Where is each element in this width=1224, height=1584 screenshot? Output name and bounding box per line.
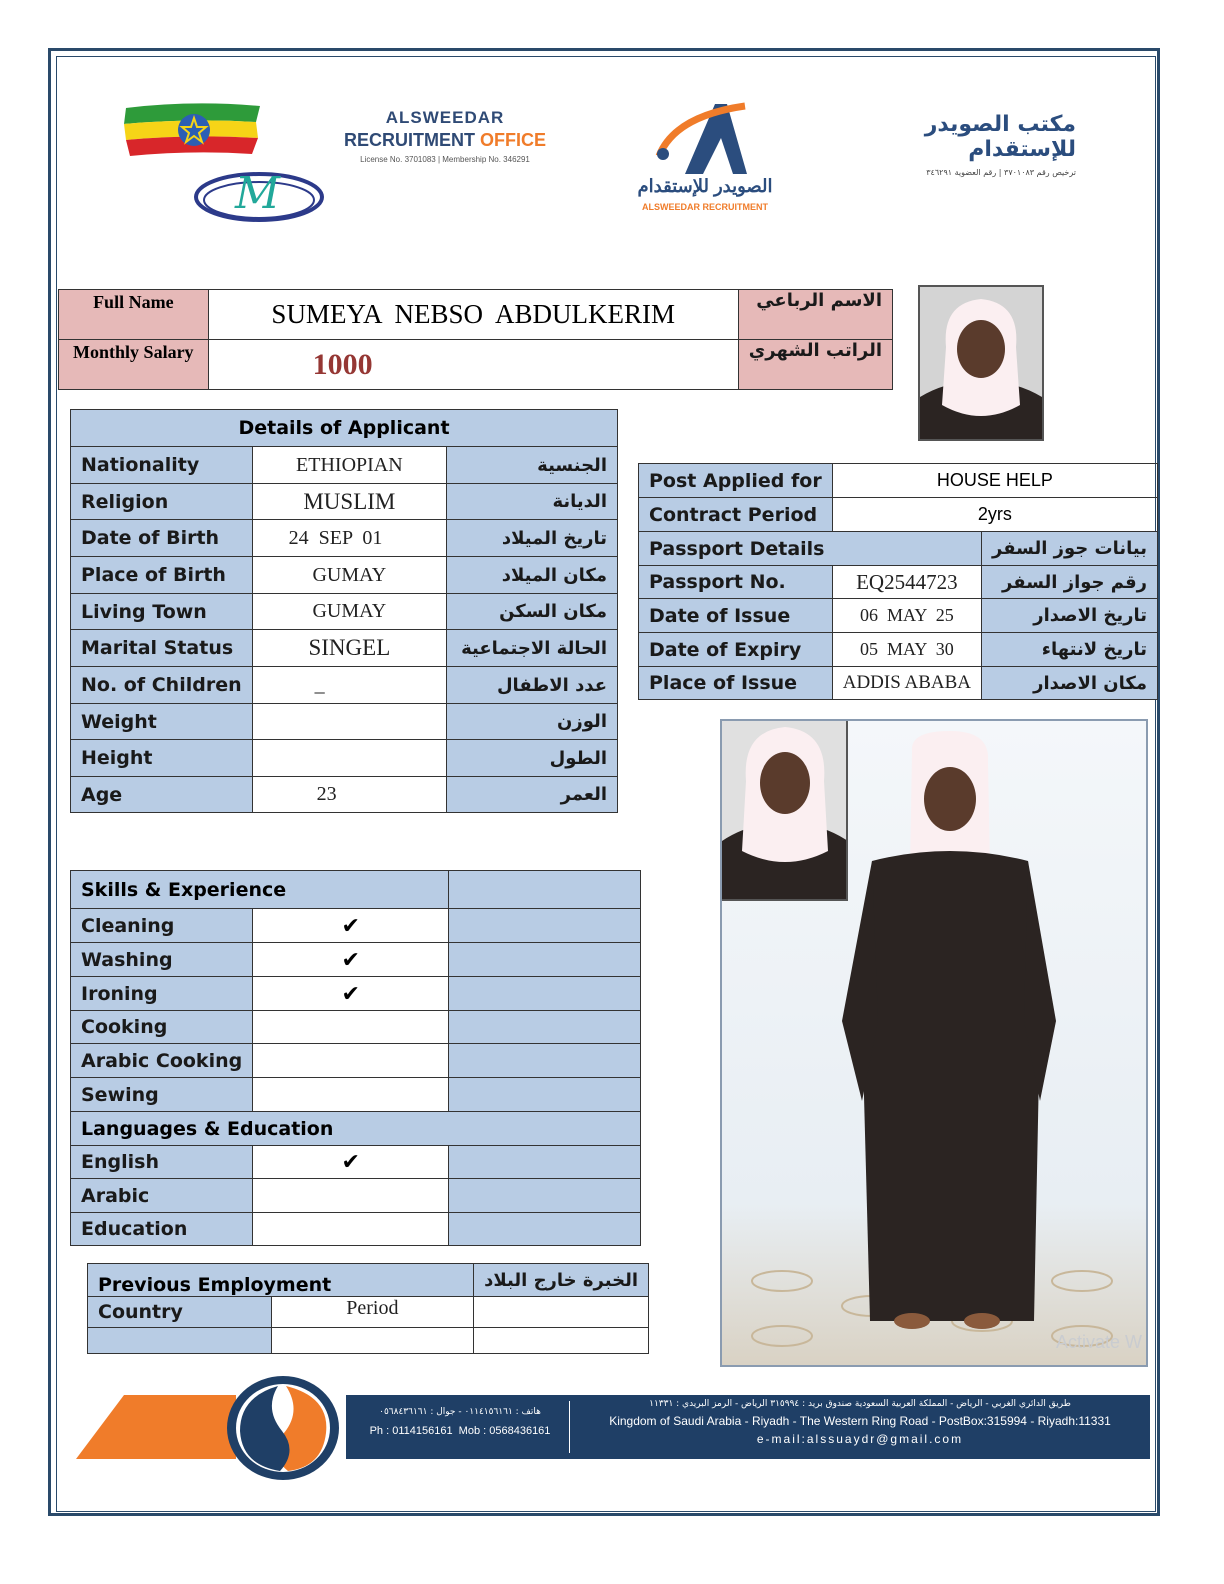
- details-ar: مكان السكن: [447, 594, 618, 630]
- table-row: [639, 633, 1158, 667]
- table-row: [71, 594, 618, 630]
- membership-text: Membership No. 346291: [442, 155, 530, 164]
- office-name-line2a: RECRUITMENT: [344, 130, 480, 150]
- passport-label: Date of Expiry: [639, 633, 833, 667]
- table-row: [71, 977, 641, 1011]
- employment-title: Previous Employment: [88, 1264, 474, 1297]
- skill-label: Ironing: [71, 977, 253, 1011]
- passport-ar: تاريخ الاصدار: [982, 599, 1158, 633]
- table-row: [71, 704, 618, 740]
- table-row: [71, 1213, 641, 1246]
- center-logo-english: ALSWEEDAR RECRUITMENT: [642, 202, 768, 212]
- table-row: [639, 667, 1158, 700]
- employment-table: [87, 1263, 649, 1354]
- table-row: [71, 909, 641, 943]
- full-photo-inset: [722, 721, 848, 901]
- photo-watermark-text: Activate W: [1055, 1332, 1142, 1352]
- table-row: [71, 1011, 641, 1044]
- table-row: [71, 447, 618, 484]
- office-name-en: ALSWEEDAR RECRUITMENT OFFICE License No. 3701083 | Membership No. 346291: [330, 108, 560, 164]
- details-ar: تاريخ الميلاد: [447, 520, 618, 557]
- applicant-portrait-photo: [918, 285, 1044, 441]
- post-value: HOUSE HELP: [832, 464, 1157, 498]
- passport-label: Place of Issue: [639, 667, 833, 700]
- skill-check: ✔: [253, 943, 449, 977]
- employment-title-ar: الخبرة خارج البلاد: [474, 1264, 649, 1297]
- table-row: [71, 777, 618, 813]
- details-value: SINGEL: [252, 630, 447, 667]
- table-row: [88, 1328, 649, 1354]
- language-label: English: [71, 1146, 253, 1179]
- language-label: Arabic: [71, 1179, 253, 1213]
- footer-address: [580, 1399, 1140, 1446]
- details-ar: الديانة: [447, 484, 618, 520]
- passport-label: Passport No.: [639, 566, 833, 599]
- skill-label: Cleaning: [71, 909, 253, 943]
- skill-check: ✔: [253, 909, 449, 943]
- passport-ar: تاريخ لانتهاء: [982, 633, 1158, 667]
- passport-value: EQ2544723: [832, 566, 981, 599]
- details-label: Living Town: [71, 594, 253, 630]
- post-label: Post Applied for: [639, 464, 833, 498]
- passport-value: 06 MAY 25: [832, 599, 981, 633]
- table-row: [71, 557, 618, 594]
- footer-banner: [76, 1393, 1150, 1461]
- passport-ar: رقم جواز السفر: [982, 566, 1158, 599]
- details-label: Marital Status: [71, 630, 253, 667]
- passport-header: Passport Details: [639, 532, 982, 566]
- details-value: MUSLIM: [252, 484, 447, 520]
- skill-label: Sewing: [71, 1078, 253, 1112]
- passport-value: ADDIS ABABA: [832, 667, 981, 700]
- details-label: Height: [71, 740, 253, 777]
- passport-header-ar: بيانات جوز السفر: [982, 532, 1158, 566]
- details-value: [252, 740, 447, 777]
- office-name-line2b: OFFICE: [480, 130, 546, 150]
- details-ar: الطول: [447, 740, 618, 777]
- details-label: No. of Children: [71, 667, 253, 704]
- skill-check: ✔: [253, 977, 449, 1011]
- footer-phone: [360, 1407, 560, 1437]
- details-value: 24 SEP 01: [252, 520, 447, 557]
- full-name-ar: الاسم الرباعي: [738, 290, 892, 340]
- alsweedar-a-logo: [615, 98, 795, 220]
- contract-label: Contract Period: [639, 498, 833, 532]
- language-check: ✔: [253, 1146, 449, 1179]
- table-row: [71, 1179, 641, 1213]
- arabic-title: مكتب الصويدر للإستقدام: [924, 112, 1076, 162]
- skill-label: Cooking: [71, 1011, 253, 1044]
- language-check: [253, 1179, 449, 1213]
- post-passport-table: [638, 463, 1158, 700]
- language-label: Education: [71, 1213, 253, 1246]
- skill-check: [253, 1078, 449, 1112]
- details-value: ETHIOPIAN: [252, 447, 447, 484]
- language-check: [253, 1213, 449, 1246]
- languages-title: Languages & Education: [71, 1112, 641, 1146]
- details-value: _: [252, 667, 447, 704]
- license-text: License No. 3701083: [360, 155, 436, 164]
- contract-value: 2yrs: [832, 498, 1157, 532]
- skill-check: [253, 1011, 449, 1044]
- details-ar: العمر: [447, 777, 618, 813]
- arabic-license: ترخيص رقم ٣٧٠١٠٨٣ | رقم العضوية ٣٤٦٢٩١: [926, 168, 1076, 177]
- table-row: [71, 484, 618, 520]
- applicant-full-photo: [720, 719, 1148, 1367]
- skills-title: Skills & Experience: [71, 871, 449, 909]
- table-row: [639, 599, 1158, 633]
- table-row: [71, 1078, 641, 1112]
- salary-ar: الراتب الشهري: [738, 340, 892, 390]
- details-label: Age: [71, 777, 253, 813]
- full-name-value: SUMEYA NEBSO ABDULKERIM: [208, 290, 738, 340]
- details-label: Nationality: [71, 447, 253, 484]
- passport-ar: مكان الاصدار: [982, 667, 1158, 700]
- footer-divider: [569, 1401, 570, 1453]
- office-name-line1: ALSWEEDAR: [385, 108, 505, 127]
- address-ar: طريق الدائري الغربي - الرياض - المملكة العربية السعودية صندوق بريد : ٣١٥٩٩٤ الرياض - الرمز البريدي : ١١٣٣١: [649, 1399, 1071, 1409]
- country-label: Country: [88, 1297, 272, 1328]
- details-label: Religion: [71, 484, 253, 520]
- skills-table: [70, 870, 641, 1246]
- table-row: [71, 630, 618, 667]
- skill-check: [253, 1044, 449, 1078]
- details-ar: الحالة الاجتماعية: [447, 630, 618, 667]
- details-value: 23: [252, 777, 447, 813]
- skill-label: Arabic Cooking: [71, 1044, 253, 1078]
- phone-ar: هاتف : ٠١١٤١٥٦١٦١ - جوال : ٠٥٦٨٤٣٦١٦١: [379, 1407, 541, 1417]
- details-value: [252, 704, 447, 740]
- identity-table: [58, 289, 893, 390]
- table-row: [71, 740, 618, 777]
- ethiopia-flag-logo: [122, 100, 264, 158]
- phone-en: Ph : 0114156161 Mob : 0568436161: [369, 1425, 551, 1437]
- skill-label: Washing: [71, 943, 253, 977]
- footer-email[interactable]: e-mail:alssuaydr@gmail.com: [756, 1432, 964, 1446]
- table-row: [71, 667, 618, 704]
- period-label: Period: [271, 1297, 473, 1328]
- details-table: [70, 409, 618, 813]
- table-row: [71, 1044, 641, 1078]
- table-row: [71, 943, 641, 977]
- m-logo: [193, 170, 325, 224]
- details-ar: الوزن: [447, 704, 618, 740]
- passport-value: 05 MAY 30: [832, 633, 981, 667]
- details-value: GUMAY: [252, 594, 447, 630]
- details-label: Place of Birth: [71, 557, 253, 594]
- passport-label: Date of Issue: [639, 599, 833, 633]
- table-row: [71, 520, 618, 557]
- details-ar: عدد الاطفال: [447, 667, 618, 704]
- m-logo-letter: M: [235, 168, 281, 219]
- details-label: Date of Birth: [71, 520, 253, 557]
- details-label: Weight: [71, 704, 253, 740]
- table-row: [639, 566, 1158, 599]
- details-value: GUMAY: [252, 557, 447, 594]
- table-row: [71, 1146, 641, 1179]
- full-name-label: Full Name: [59, 290, 209, 340]
- salary-label: Monthly Salary: [59, 340, 209, 390]
- salary-value: 1000: [208, 340, 738, 390]
- center-logo-arabic: الصويدر للإستقدام: [637, 176, 773, 196]
- details-ar: مكان الميلاد: [447, 557, 618, 594]
- address-en: Kingdom of Saudi Arabia - Riyadh - The Western Ring Road - PostBox:315994 - Riyadh:11331: [609, 1414, 1111, 1428]
- details-title: Details of Applicant: [71, 410, 618, 447]
- details-ar: الجنسية: [447, 447, 618, 484]
- office-name-ar: [820, 112, 1076, 177]
- footer-round-logo: [226, 1375, 340, 1481]
